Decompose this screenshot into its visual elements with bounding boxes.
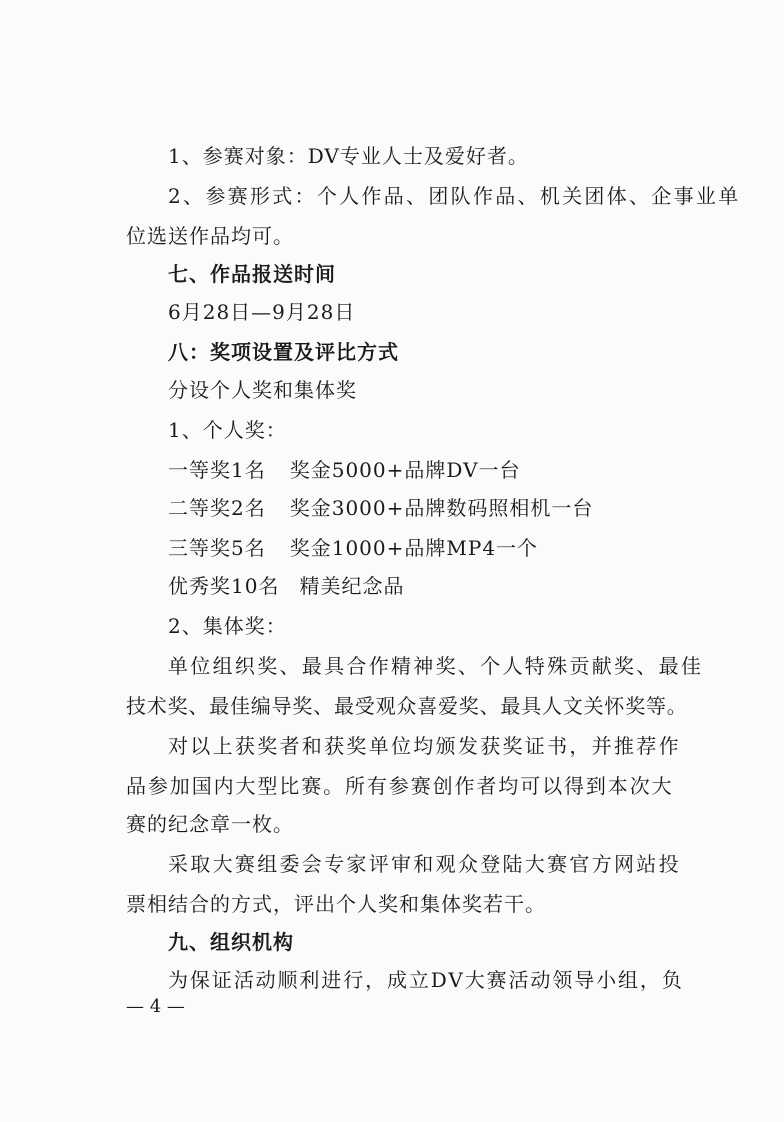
- certificate-paragraph-line3: 赛的纪念章一枚。: [126, 812, 294, 836]
- prize-reward: 奖金1000+品牌MP4一个: [289, 536, 539, 560]
- individual-award-heading: 1、个人奖：: [168, 418, 287, 442]
- certificate-paragraph-line1: 对以上获奖者和获奖单位均颁发获奖证书，并推荐作: [168, 734, 681, 758]
- judging-paragraph-line2: 票相结合的方式，评出个人奖和集体奖若干。: [126, 892, 546, 916]
- participant-scope: 1、参赛对象：DV专业人士及爱好者。: [168, 144, 529, 168]
- prize-name: 优秀奖10名: [168, 574, 280, 598]
- organization-paragraph-line1: 为保证活动顺利进行，成立DV大赛活动领导小组，负: [168, 968, 684, 992]
- prize-row-excellence: [168, 574, 404, 598]
- prize-row-first: [168, 458, 521, 482]
- page-number: — 4 —: [126, 996, 185, 1017]
- prize-reward: 精美纪念品: [299, 574, 405, 598]
- prize-name: 一等奖1名: [168, 458, 266, 482]
- prize-reward: 奖金5000+品牌DV一台: [289, 458, 521, 482]
- group-award-heading: 2、集体奖：: [168, 614, 287, 638]
- group-award-list-line1: 单位组织奖、最具合作精神奖、个人特殊贡献奖、最佳: [168, 654, 704, 678]
- award-categories: 分设个人奖和集体奖: [168, 378, 357, 402]
- prize-row-third: [168, 536, 538, 560]
- judging-paragraph-line1: 采取大赛组委会专家评审和观众登陆大赛官方网站投: [168, 852, 681, 876]
- participation-form-line2: 位选送作品均可。: [126, 224, 294, 248]
- prize-name: 二等奖2名: [168, 496, 266, 520]
- prize-reward: 奖金3000+品牌数码照相机一台: [289, 496, 594, 520]
- participation-form-line1: 2、参赛形式：个人作品、团队作品、机关团体、企事业单: [168, 184, 741, 208]
- section-7-heading: 七、作品报送时间: [168, 262, 336, 286]
- certificate-paragraph-line2: 品参加国内大型比赛。所有参赛创作者均可以得到本次大: [126, 774, 674, 798]
- section-8-heading: 八：奖项设置及评比方式: [168, 340, 399, 364]
- prize-row-second: [168, 496, 593, 520]
- prize-name: 三等奖5名: [168, 536, 266, 560]
- submission-period: 6月28日—9月28日: [168, 300, 356, 324]
- group-award-list-line2: 技术奖、最佳编导奖、最受观众喜爱奖、最具人文关怀奖等。: [126, 694, 688, 718]
- section-9-heading: 九、组织机构: [168, 930, 294, 954]
